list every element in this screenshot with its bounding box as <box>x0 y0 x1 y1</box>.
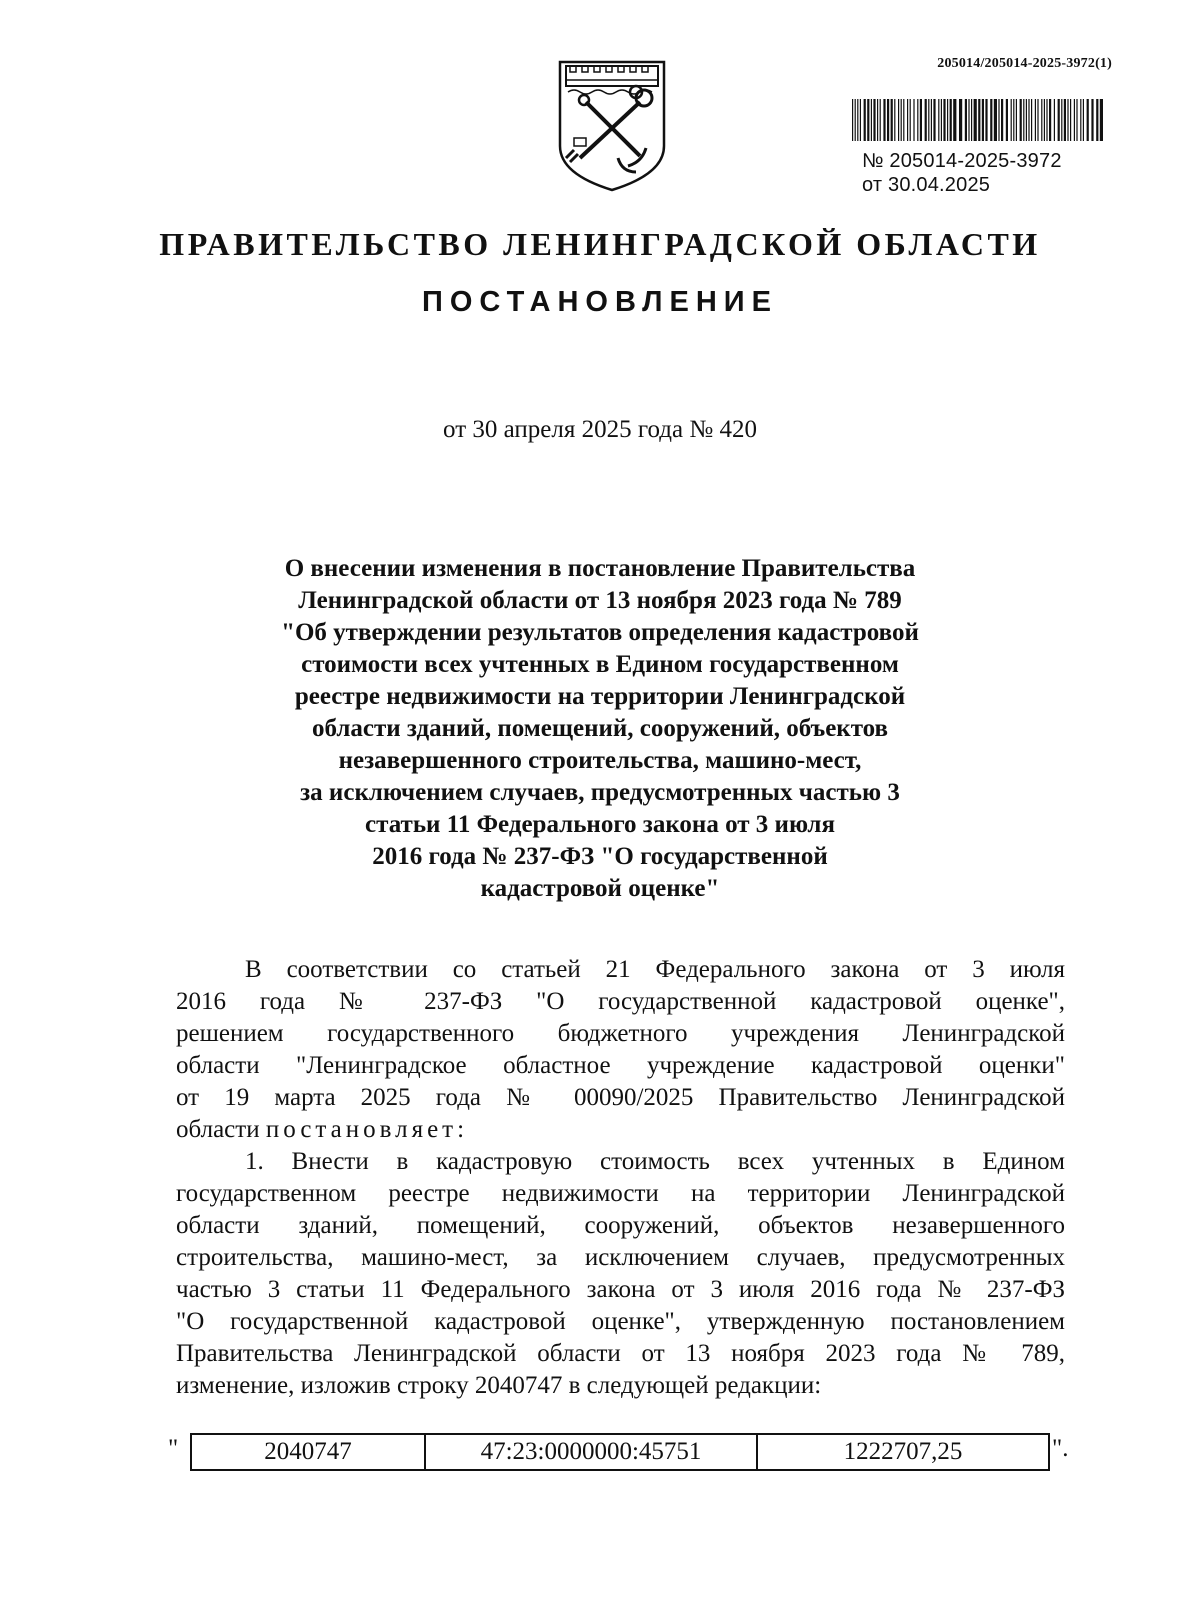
barcode-bar <box>1035 99 1036 141</box>
resolves-prefix: области <box>176 1116 260 1143</box>
barcode-bar <box>1020 99 1022 141</box>
barcode-bar <box>925 99 927 141</box>
table-row <box>191 1434 1049 1470</box>
subject-line: реестре недвижимости на территории Ленинградской <box>294 683 906 710</box>
barcode-bar <box>1096 99 1098 141</box>
item-line: "О государственной кадастровой оценке", утвержденную постановлением <box>176 1308 1065 1335</box>
registration-date: от 30.04.2025 <box>862 174 991 196</box>
registration-code: 205014/205014-2025-3972(1) <box>937 56 1112 71</box>
subject-line: стоимости всех учтенных в Едином государственном <box>301 651 899 678</box>
barcode-bar <box>917 99 918 141</box>
document-subject <box>200 553 1000 905</box>
barcode-bar <box>891 99 893 141</box>
government-title: ПРАВИТЕЛЬСТВО ЛЕНИНГРАДСКОЙ ОБЛАСТИ <box>159 226 1041 262</box>
barcode-bar <box>968 99 969 141</box>
barcode-bar <box>1013 99 1014 141</box>
barcode-bar <box>943 99 945 141</box>
barcode-bar <box>901 99 902 141</box>
barcode-bar <box>887 99 889 141</box>
barcode-bar <box>931 99 932 141</box>
barcode-bar <box>910 99 911 141</box>
barcode-bar <box>998 99 999 141</box>
barcode-bar <box>928 99 929 141</box>
subject-line: незавершенного строительства, машино-мест, <box>338 747 862 774</box>
barcode-bar <box>898 99 899 141</box>
barcode-bar <box>950 99 952 141</box>
barcode-bar <box>1023 99 1024 141</box>
barcode-bar <box>1100 99 1103 141</box>
barcode-bar <box>1044 99 1045 141</box>
barcode-bar <box>1041 99 1042 141</box>
preamble-line: 2016 года № 237-ФЗ "О государственной кадастровой оценке", <box>176 988 1065 1015</box>
barcode-bar <box>1087 99 1089 141</box>
barcode-bar <box>852 99 853 141</box>
barcode-bar <box>971 99 972 141</box>
barcode-bar <box>877 99 878 141</box>
barcode-bar <box>860 99 861 141</box>
barcode-bar <box>1091 99 1093 141</box>
barcode-bar <box>938 99 939 141</box>
barcode-image <box>852 99 1106 141</box>
barcode-bar <box>883 99 885 141</box>
barcode-bar <box>1070 99 1071 141</box>
barcode-bar <box>857 99 858 141</box>
barcode-bar <box>947 99 948 141</box>
barcode-bar <box>873 99 875 141</box>
barcode-bar <box>1016 99 1017 141</box>
barcode-bar <box>1058 99 1060 141</box>
subject-line: 2016 года № 237-ФЗ "О государственной <box>372 843 828 870</box>
resolves-word: постановляет: <box>265 1116 469 1143</box>
item-line: строительства, машино-мест, за исключением случаев, предусмотренных <box>176 1244 1065 1271</box>
barcode-bar <box>959 99 962 141</box>
preamble-line: области "Ленинградское областное учреждение кадастровой оценки" <box>176 1052 1065 1079</box>
barcode-bar <box>903 99 904 141</box>
document-date-number: от 30 апреля 2025 года № 420 <box>443 416 757 443</box>
amended-row-table <box>190 1433 1050 1471</box>
barcode-bar <box>855 99 856 141</box>
barcode-bar <box>990 99 992 141</box>
barcode-bar <box>1049 99 1051 141</box>
subject-line: О внесении изменения в постановление Правительства <box>284 555 916 582</box>
subject-line: кадастровой оценке" <box>480 875 720 902</box>
item-line: изменение, изложив строку 2040747 в следующей редакции: <box>176 1372 822 1399</box>
subject-line: статьи 11 Федерального закона от 3 июля <box>365 811 835 838</box>
barcode-bar <box>985 99 987 141</box>
cadastral-value-cell: 1222707,25 <box>757 1434 1049 1470</box>
item-line: государственном реестре недвижимости на территории Ленинградской <box>176 1180 1065 1207</box>
barcode-bar <box>1001 99 1003 141</box>
preamble-line: от 19 марта 2025 года № 00090/2025 Правительство Ленинградской <box>176 1084 1065 1111</box>
open-quote: " <box>168 1435 179 1462</box>
item-line: Правительства Ленинградской области от 13 ноября 2023 года № 789, <box>176 1340 1065 1367</box>
barcode-bar <box>1026 99 1027 141</box>
barcode-bar <box>978 99 980 141</box>
item-line: частью 3 статьи 11 Федерального закона от 3 июля 2016 года № 237-ФЗ <box>176 1276 1065 1303</box>
subject-line: области зданий, помещений, сооружений, объектов <box>311 715 889 742</box>
barcode-bar <box>1064 99 1066 141</box>
document-body <box>176 954 1065 1402</box>
resolves-line <box>176 1114 1065 1146</box>
barcode-bar <box>941 99 942 141</box>
barcode-bar <box>1037 99 1038 141</box>
barcode-bar <box>982 99 984 141</box>
document-type-title: ПОСТАНОВЛЕНИЕ <box>422 286 778 318</box>
amended-row <box>168 1433 1078 1475</box>
barcode-bar <box>907 99 908 141</box>
registration-number: № 205014-2025-3972 <box>862 150 1062 172</box>
barcode-bar <box>933 99 935 141</box>
barcode-bar <box>1067 99 1068 141</box>
barcode-bar <box>1061 99 1062 141</box>
row-number-cell: 2040747 <box>191 1434 425 1470</box>
barcode-bar <box>965 99 967 141</box>
preamble-line: В соответствии со статьей 21 Федерального закона от 3 июля <box>245 956 1065 983</box>
barcode-bar <box>920 99 922 141</box>
barcode-bar <box>1011 99 1012 141</box>
barcode-bar <box>953 99 956 141</box>
preamble-line: решением государственного бюджетного учреждения Ленинградской <box>176 1020 1065 1047</box>
barcode-bar <box>1046 99 1047 141</box>
close-quote: ". <box>1052 1435 1069 1462</box>
barcode-bar <box>880 99 881 141</box>
barcode-bar <box>1074 99 1075 141</box>
barcode-bar <box>1080 99 1081 141</box>
barcode-bar <box>913 99 914 141</box>
item-line: 1. Внести в кадастровую стоимость всех учтенных в Едином <box>245 1148 1065 1175</box>
subject-line: "Об утверждении результатов определения кадастровой <box>281 619 919 646</box>
coat-of-arms-emblem <box>556 58 668 192</box>
barcode-bar <box>894 99 895 141</box>
barcode-bar <box>994 99 997 141</box>
barcode-bar <box>1031 99 1032 141</box>
item-line: области зданий, помещений, сооружений, объектов незавершенного <box>176 1212 1065 1239</box>
barcode-bar <box>1006 99 1008 141</box>
barcode-bar <box>1083 99 1084 141</box>
subject-line: Ленинградской области от 13 ноября 2023 года № 789 <box>298 587 902 614</box>
barcode-bar <box>1076 99 1077 141</box>
barcode-bar <box>974 99 977 141</box>
barcode-bar <box>864 99 866 141</box>
subject-line: за исключением случаев, предусмотренных частью 3 <box>300 779 900 806</box>
barcode-bar <box>1028 99 1029 141</box>
barcode-bar <box>1054 99 1055 141</box>
cadastral-number-cell: 47:23:0000000:45751 <box>425 1434 757 1470</box>
barcode-bar <box>867 99 869 141</box>
barcode-bar <box>871 99 872 141</box>
